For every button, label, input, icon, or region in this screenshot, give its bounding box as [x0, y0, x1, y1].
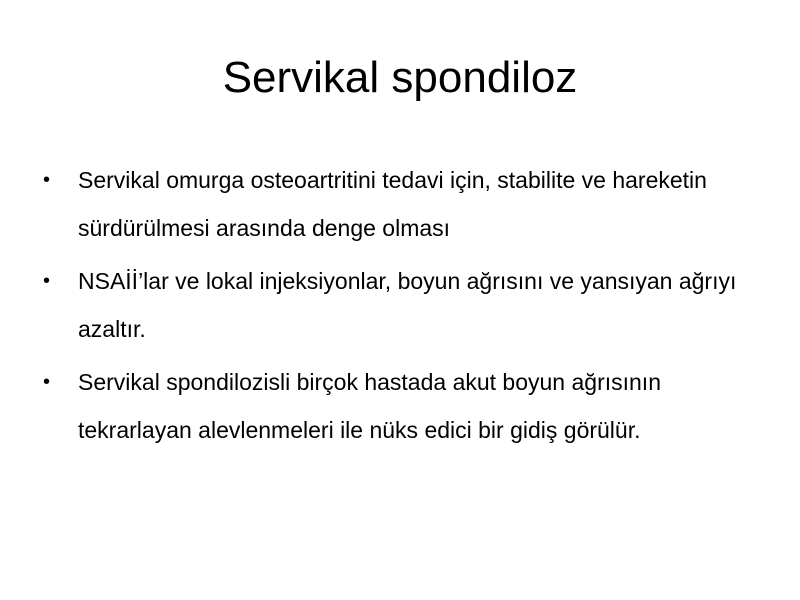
bullet-item — [40, 257, 760, 353]
bullet-text: Servikal spondilozisli birçok hastada akut boyun ağrısının tekrarlayan alevlenmeleri ile nüks edici bir gidiş görülür. — [78, 369, 661, 443]
bullet-icon: • — [43, 371, 51, 393]
bullet-text: Servikal omurga osteoartritini tedavi için, stabilite ve hareketin sürdürülmesi arasında denge olması — [78, 167, 707, 241]
bullet-list — [40, 156, 760, 459]
bullet-item — [40, 156, 760, 252]
bullet-icon: • — [43, 270, 51, 292]
bullet-item — [40, 358, 760, 454]
bullet-text: NSAİİ’lar ve lokal injeksiyonlar, boyun ağrısını ve yansıyan ağrıyı azaltır. — [78, 268, 737, 342]
bullet-icon: • — [43, 169, 51, 191]
slide-title: Servikal spondiloz — [222, 53, 578, 102]
